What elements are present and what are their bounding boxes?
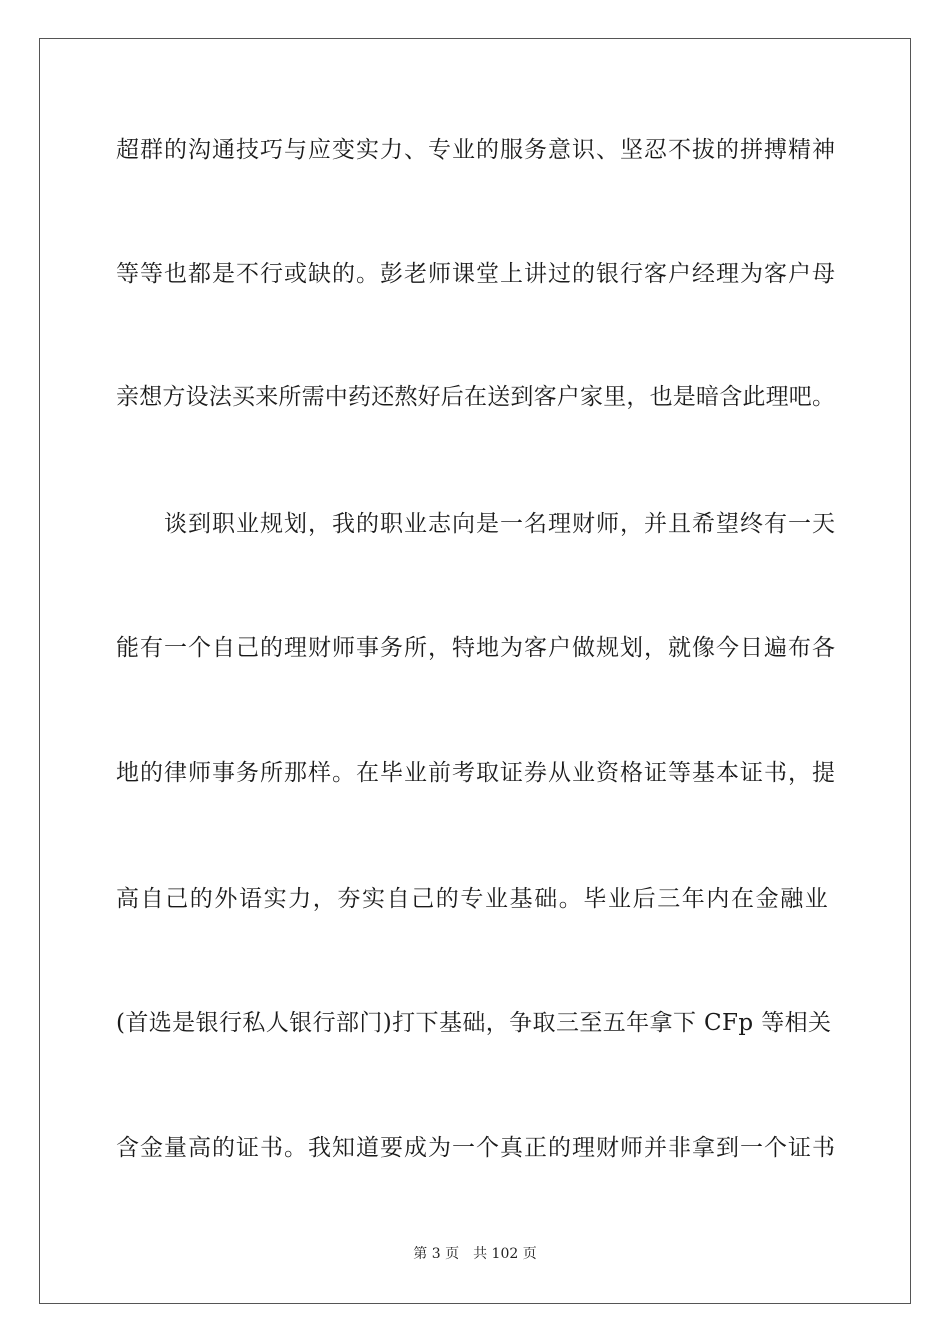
paragraph-line: (首选是银行私人银行部门)打下基础，争取三至五年拿下 CFp 等相关 bbox=[116, 1010, 832, 1036]
page-footer bbox=[0, 1244, 950, 1264]
page-border bbox=[39, 38, 911, 1304]
paragraph-line: 能有一个自己的理财师事务所，特地为客户做规划，就像今日遍布各 bbox=[116, 635, 836, 661]
paragraph-line: 含金量高的证书。我知道要成为一个真正的理财师并非拿到一个证书 bbox=[116, 1135, 836, 1161]
paragraph-line: 超群的沟通技巧与应变实力、专业的服务意识、坚忍不拔的拼搏精神 bbox=[116, 137, 836, 163]
paragraph-line: 高自己的外语实力，夯实自己的专业基础。毕业后三年内在金融业 bbox=[116, 886, 830, 912]
paragraph-line: 地的律师事务所那样。在毕业前考取证券从业资格证等基本证书，提 bbox=[116, 760, 836, 786]
paragraph-line: 谈到职业规划，我的职业志向是一名理财师，并且希望终有一天 bbox=[116, 511, 836, 537]
paragraph-line: 等等也都是不行或缺的。彭老师课堂上讲过的银行客户经理为客户母 bbox=[116, 261, 836, 287]
page-total: 共 102 页 bbox=[473, 1246, 537, 1262]
paragraph-line: 亲想方设法买来所需中药还熬好后在送到客户家里，也是暗含此理吧。 bbox=[116, 384, 836, 410]
page-number: 第 3 页 bbox=[413, 1246, 460, 1262]
